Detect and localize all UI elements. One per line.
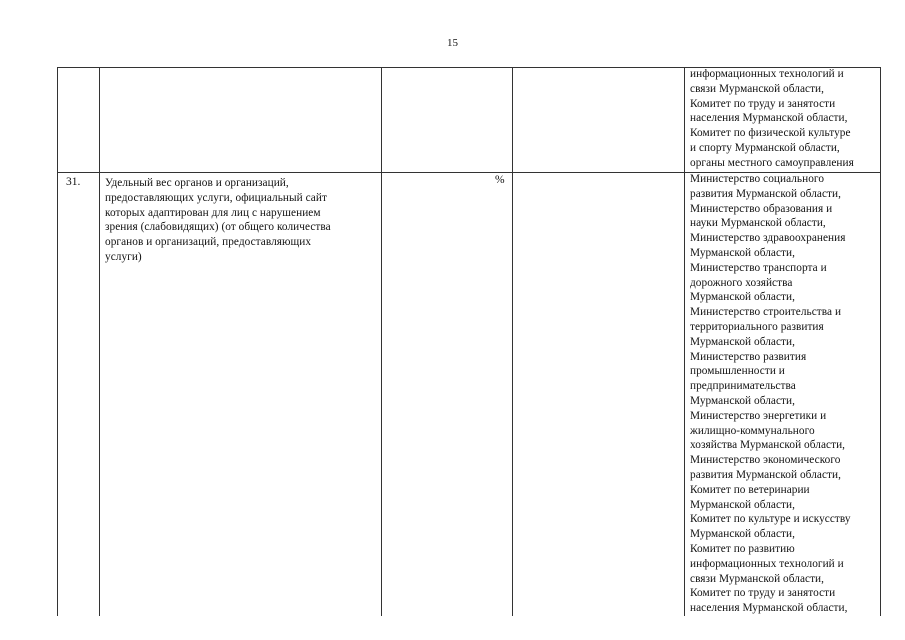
responsible-cell: информационных технологий и связи Мурманской области, Комитет по труду и занятости населения Мурманской области, Комитет по физической культуре и спорту Мурманской области, органы местного самоуправления — [690, 68, 854, 169]
page-number: 15 — [447, 37, 458, 49]
column-divider-num — [99, 67, 100, 616]
column-divider-value — [684, 67, 685, 616]
responsible-cell: Министерство социального развития Мурманской области, Министерство образования и науки Мурманской области, Министерство здравоохранения Мурманской области, Министерство транспорта и дорожного хозяйства Мурманской области, Министерство строительства и территориального развития Мурманской области, Министерство развития промышленности и предпринимательства Мурманской области, Министерство энергетики и жилищно-коммунального хозяйства Мурманской области, Министерство экономического развития Мурманской области, Комитет по ветеринарии Мурманской области, Комитет по культуре и искусству Мурманской области, Комитет по развитию информационных технологий и связи Мурманской области, Комитет по труду и занятости населения Мурманской области, — [690, 173, 851, 615]
column-divider-unit — [512, 67, 513, 616]
column-divider-indicator — [381, 67, 382, 616]
row-number: 31. — [66, 176, 81, 188]
indicator-cell: Удельный вес органов и организаций, предоставляющих услуги, официальный сайт которых адаптирован для лиц с нарушением зрения (слабовидящих) (от общего количества органов и организаций, предоставляющих услуги) — [105, 177, 331, 263]
unit-cell: % — [495, 174, 505, 186]
table-border-left — [57, 67, 58, 616]
table-border-right — [880, 67, 881, 616]
